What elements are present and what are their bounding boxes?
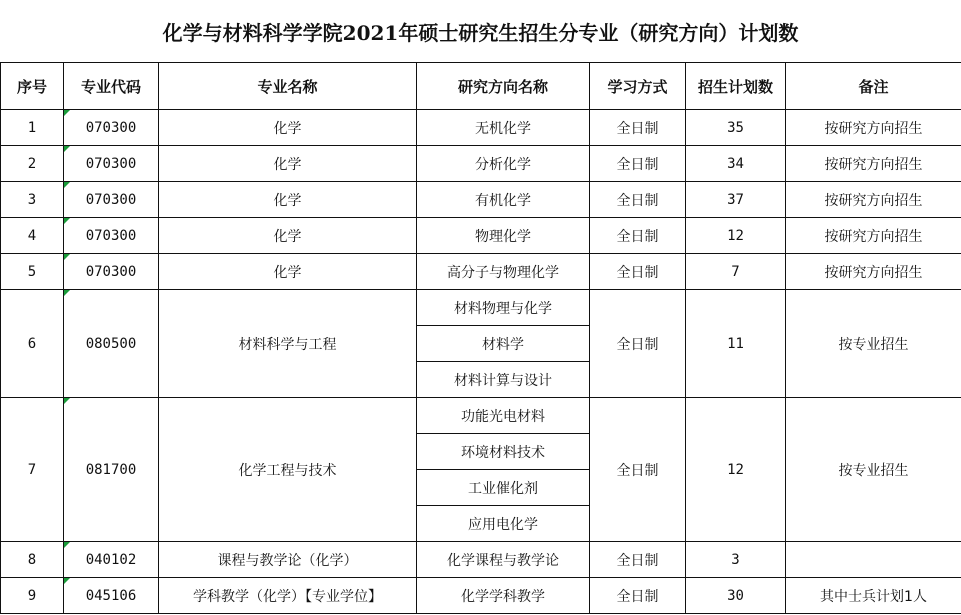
cell-major: 化学 — [159, 182, 417, 218]
cell-no: 7 — [1, 398, 64, 542]
cell-code: 070300 — [64, 182, 159, 218]
header-note: 备注 — [786, 63, 961, 110]
header-major: 专业名称 — [159, 63, 417, 110]
cell-note: 按研究方向招生 — [786, 146, 961, 182]
enrollment-plan-table — [0, 62, 961, 614]
cell-major: 材料科学与工程 — [159, 290, 417, 398]
cell-code: 045106 — [64, 578, 159, 614]
cell-direction: 有机化学 — [417, 182, 590, 218]
cell-direction: 工业催化剂 — [417, 470, 590, 506]
cell-major: 化学工程与技术 — [159, 398, 417, 542]
cell-plan: 35 — [686, 110, 786, 146]
table-row — [1, 218, 961, 254]
cell-plan: 12 — [686, 398, 786, 542]
cell-mode: 全日制 — [590, 182, 686, 218]
cell-note: 按研究方向招生 — [786, 110, 961, 146]
cell-note: 按研究方向招生 — [786, 182, 961, 218]
cell-direction: 高分子与物理化学 — [417, 254, 590, 290]
cell-no: 5 — [1, 254, 64, 290]
cell-code: 040102 — [64, 542, 159, 578]
header-row — [1, 63, 961, 110]
cell-direction: 材料学 — [417, 326, 590, 362]
table-row — [1, 578, 961, 614]
table-row — [1, 542, 961, 578]
header-mode: 学习方式 — [590, 63, 686, 110]
cell-plan: 11 — [686, 290, 786, 398]
table-row — [1, 182, 961, 218]
cell-no: 6 — [1, 290, 64, 398]
cell-no: 8 — [1, 542, 64, 578]
cell-major: 化学 — [159, 146, 417, 182]
table-row — [1, 110, 961, 146]
cell-plan: 3 — [686, 542, 786, 578]
cell-major: 化学 — [159, 254, 417, 290]
cell-code: 070300 — [64, 218, 159, 254]
table-row — [1, 398, 961, 434]
cell-major: 课程与教学论（化学） — [159, 542, 417, 578]
page-title: 化学与材料科学学院2021年硕士研究生招生分专业（研究方向）计划数 — [0, 0, 961, 63]
cell-direction: 环境材料技术 — [417, 434, 590, 470]
cell-no: 4 — [1, 218, 64, 254]
cell-plan: 30 — [686, 578, 786, 614]
cell-note: 其中士兵计划1人 — [786, 578, 961, 614]
header-code: 专业代码 — [64, 63, 159, 110]
cell-code: 070300 — [64, 110, 159, 146]
cell-direction: 应用电化学 — [417, 506, 590, 542]
cell-plan: 12 — [686, 218, 786, 254]
cell-no: 3 — [1, 182, 64, 218]
cell-code: 080500 — [64, 290, 159, 398]
cell-no: 2 — [1, 146, 64, 182]
cell-note: 按专业招生 — [786, 398, 961, 542]
cell-direction: 无机化学 — [417, 110, 590, 146]
cell-mode: 全日制 — [590, 146, 686, 182]
cell-plan: 37 — [686, 182, 786, 218]
table-row — [1, 254, 961, 290]
cell-direction: 化学课程与教学论 — [417, 542, 590, 578]
cell-major: 学科教学（化学）【专业学位】 — [159, 578, 417, 614]
cell-note: 按专业招生 — [786, 290, 961, 398]
cell-direction: 物理化学 — [417, 218, 590, 254]
cell-no: 9 — [1, 578, 64, 614]
cell-code: 081700 — [64, 398, 159, 542]
cell-code: 070300 — [64, 146, 159, 182]
cell-direction: 分析化学 — [417, 146, 590, 182]
cell-note: 按研究方向招生 — [786, 254, 961, 290]
table-row — [1, 290, 961, 326]
cell-major: 化学 — [159, 218, 417, 254]
cell-direction: 材料计算与设计 — [417, 362, 590, 398]
cell-plan: 7 — [686, 254, 786, 290]
header-direction: 研究方向名称 — [417, 63, 590, 110]
header-plan: 招生计划数 — [686, 63, 786, 110]
cell-direction: 功能光电材料 — [417, 398, 590, 434]
cell-mode: 全日制 — [590, 218, 686, 254]
cell-mode: 全日制 — [590, 398, 686, 542]
cell-mode: 全日制 — [590, 542, 686, 578]
cell-mode: 全日制 — [590, 578, 686, 614]
cell-mode: 全日制 — [590, 254, 686, 290]
cell-direction: 材料物理与化学 — [417, 290, 590, 326]
table-row — [1, 146, 961, 182]
cell-major: 化学 — [159, 110, 417, 146]
cell-direction: 化学学科教学 — [417, 578, 590, 614]
header-no: 序号 — [1, 63, 64, 110]
cell-mode: 全日制 — [590, 290, 686, 398]
cell-plan: 34 — [686, 146, 786, 182]
cell-note — [786, 542, 961, 578]
cell-note: 按研究方向招生 — [786, 218, 961, 254]
cell-mode: 全日制 — [590, 110, 686, 146]
cell-no: 1 — [1, 110, 64, 146]
cell-code: 070300 — [64, 254, 159, 290]
